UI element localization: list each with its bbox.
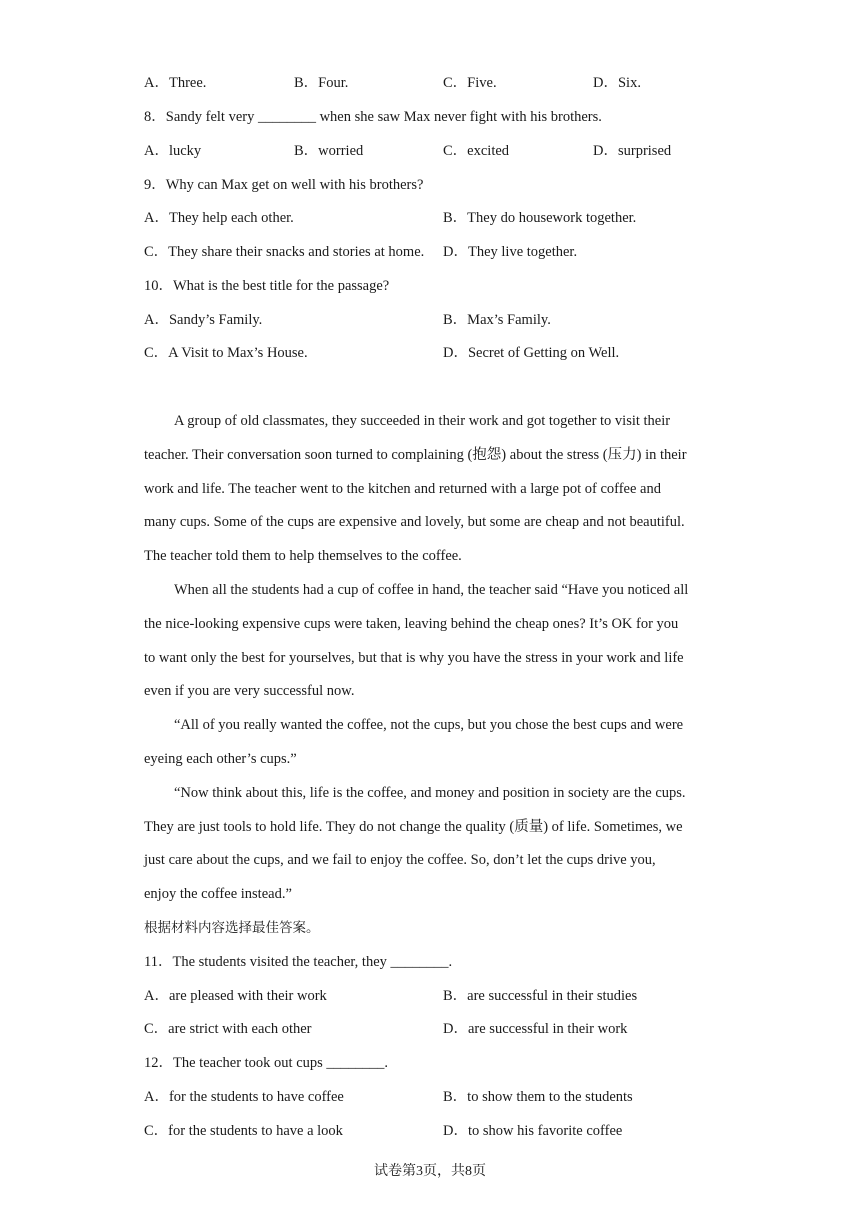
q12-option-c: C．for the students to have a look — [144, 1123, 343, 1139]
q11-option-a: A．are pleased with their work — [144, 988, 327, 1004]
passage-p4-line: just care about the cups, and we fail to enjoy the coffee. So, don’t let the cups drive you, — [144, 852, 656, 869]
q9-option-b: B．They do housework together. — [443, 210, 637, 226]
q12-option-a: A．for the students to have coffee — [144, 1089, 344, 1105]
q9-option-d: D．They live together. — [443, 244, 578, 260]
passage-p2-line: even if you are very successful now. — [144, 683, 355, 700]
passage-p1-line: The teacher told them to help themselves to the coffee. — [144, 548, 462, 565]
passage-p2-line: to want only the best for yourselves, but that is why you have the stress in your work and life — [144, 649, 684, 666]
q8-stem: 8．Sandy felt very ________ when she saw Max never fight with his brothers. — [144, 109, 602, 125]
passage-p1-line: many cups. Some of the cups are expensive and lovely, but some are cheap and not beautiful. — [144, 514, 685, 531]
passage-p4-line: enjoy the coffee instead.” — [144, 886, 292, 903]
q10-option-b: B．Max’s Family. — [443, 312, 551, 328]
q12-stem: 12．The teacher took out cups ________. — [144, 1055, 389, 1071]
q7-option-a: A．Three. — [144, 75, 207, 91]
q12-option-b: B．to show them to the students — [443, 1089, 633, 1105]
q7-option-d: D．Six. — [593, 75, 641, 91]
passage — [144, 411, 716, 918]
passage-p2-line: When all the students had a cup of coffee in hand, the teacher said “Have you noticed all — [174, 581, 689, 598]
q11-stem: 11．The students visited the teacher, they ________. — [144, 954, 453, 970]
q10-stem: 10．What is the best title for the passage? — [144, 278, 390, 294]
q11-option-b: B．are successful in their studies — [443, 988, 638, 1004]
passage-p3-line: “All of you really wanted the coffee, not the cups, but you chose the best cups and were — [174, 717, 684, 734]
page-footer: 试卷第3页，共8页 — [374, 1164, 486, 1179]
q7-option-c: C．Five. — [443, 75, 497, 91]
q8-option-d: D．surprised — [593, 143, 672, 159]
q8-option-a: A．lucky — [144, 143, 202, 159]
q12-option-d: D．to show his favorite coffee — [443, 1123, 623, 1139]
passage-p1-line: teacher. Their conversation soon turned to complaining (抱怨) about the stress (压力) in their — [144, 446, 687, 463]
q8-option-b: B．worried — [294, 143, 364, 159]
q9-stem: 9．Why can Max get on well with his brothers? — [144, 177, 424, 193]
q10-option-c: C．A Visit to Max’s House. — [144, 345, 308, 361]
passage-p1-line: A group of old classmates, they succeeded in their work and got together to visit their — [174, 413, 671, 429]
q11-option-d: D．are successful in their work — [443, 1021, 628, 1037]
q8-option-c: C．excited — [443, 143, 510, 159]
q11-option-c: C．are strict with each other — [144, 1021, 312, 1037]
passage-p4-line: They are just tools to hold life. They do not change the quality (质量) of life. Sometimes, we — [144, 818, 683, 835]
q10-option-d: D．Secret of Getting on Well. — [443, 345, 620, 361]
passage-p4-line: “Now think about this, life is the coffee, and money and position in society are the cups. — [174, 784, 686, 801]
passage-p1-line: work and life. The teacher went to the kitchen and returned with a large pot of coffee and — [144, 480, 661, 497]
q9-option-c: C．They share their snacks and stories at home. — [144, 244, 425, 260]
q10-option-a: A．Sandy’s Family. — [144, 312, 263, 328]
instruction: 根据材料内容选择最佳答案。 — [144, 920, 320, 936]
q9-option-a: A．They help each other. — [144, 210, 294, 226]
passage-p2-line: the nice-looking expensive cups were taken, leaving behind the cheap ones? It’s OK for you — [144, 615, 679, 632]
q7-option-b: B．Four. — [294, 75, 349, 91]
passage-p3-line: eyeing each other’s cups.” — [144, 750, 297, 767]
